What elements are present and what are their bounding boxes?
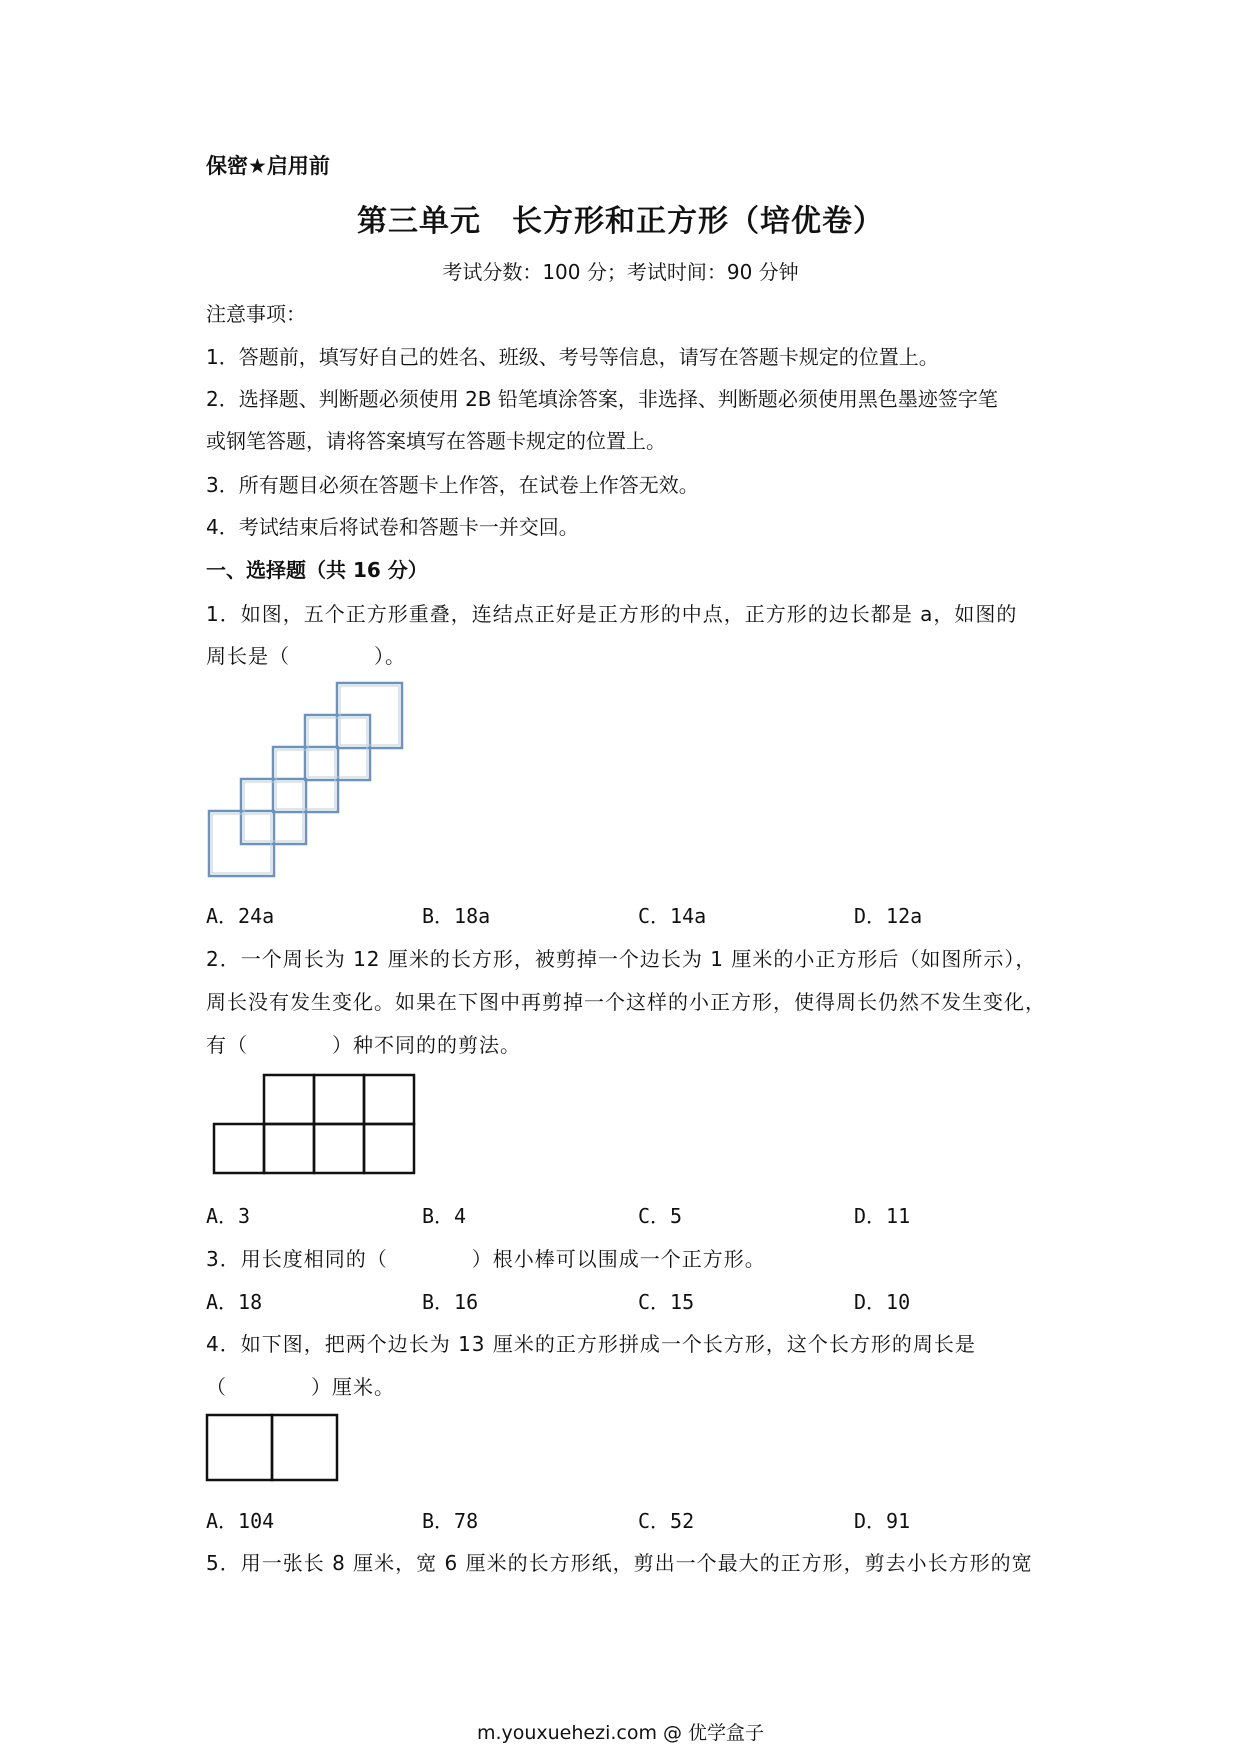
option-d[interactable]: D．11	[854, 1204, 911, 1228]
option-c[interactable]: C．15	[638, 1290, 695, 1314]
grid-cell	[214, 1124, 264, 1173]
option-a[interactable]: A．24a	[206, 904, 275, 928]
option-c[interactable]: C．14a	[638, 904, 707, 928]
grid-cell	[364, 1075, 414, 1124]
notice-item: 3．所有题目必须在答题卡上作答，在试卷上作答无效。	[206, 473, 699, 497]
square-right	[272, 1415, 337, 1480]
page-title: 第三单元 长方形和正方形（培优卷）	[357, 204, 884, 239]
footer-source[interactable]: m.youxuehezi.com @ 优学盒子	[476, 1722, 765, 1744]
overlapping-squares-figure	[205, 673, 405, 883]
section-heading: 一、选择题（共 16 分）	[206, 558, 428, 582]
grid-figure	[210, 1072, 420, 1176]
option-b[interactable]: B．4	[422, 1204, 467, 1228]
two-squares-figure	[204, 1412, 344, 1484]
option-d[interactable]: D．12a	[854, 904, 923, 928]
option-d[interactable]: D．10	[854, 1290, 911, 1314]
question-4-line: （ ）厘米。	[206, 1375, 395, 1399]
grid-cell	[264, 1075, 314, 1124]
question-2-line: 2．一个周长为 12 厘米的长方形，被剪掉一个边长为 1 厘米的小正方形后（如图所示），	[206, 947, 1037, 971]
grid-cell	[364, 1124, 414, 1173]
grid-cell	[314, 1124, 364, 1173]
square-left	[207, 1415, 272, 1480]
notice-item: 2．选择题、判断题必须使用 2B 铅笔填涂答案，非选择、判断题必须使用黑色墨迹签字笔	[206, 387, 998, 411]
question-2-line: 周长没有发生变化。如果在下图中再剪掉一个这样的小正方形，使得周长仍然不发生变化，	[206, 990, 1046, 1014]
option-b[interactable]: B．18a	[422, 904, 491, 928]
option-a[interactable]: A．18	[206, 1290, 263, 1314]
question-1-line: 周长是（ ）。	[206, 644, 406, 668]
option-b[interactable]: B．78	[422, 1509, 479, 1533]
exam-info: 考试分数：100 分；考试时间：90 分钟	[442, 260, 799, 284]
notice-item: 4．考试结束后将试卷和答题卡一并交回。	[206, 515, 579, 539]
option-b[interactable]: B．16	[422, 1290, 479, 1314]
option-c[interactable]: C．5	[638, 1204, 683, 1228]
question-5-line: 5．用一张长 8 厘米，宽 6 厘米的长方形纸，剪出一个最大的正方形，剪去小长方形的宽	[206, 1551, 1033, 1575]
notice-item: 1．答题前，填写好自己的姓名、班级、考号等信息，请写在答题卡规定的位置上。	[206, 345, 939, 369]
notice-item: 或钢笔答题，请将答案填写在答题卡规定的位置上。	[206, 429, 666, 453]
question-1-line: 1．如图，五个正方形重叠，连结点正好是正方形的中点，正方形的边长都是 a，如图的	[206, 602, 1018, 626]
question-3-line: 3．用长度相同的（ ）根小棒可以围成一个正方形。	[206, 1247, 766, 1271]
option-a[interactable]: A．3	[206, 1204, 251, 1228]
question-2-line: 有（ ）种不同的的剪法。	[206, 1033, 521, 1057]
confidential-label: 保密★启用前	[206, 154, 330, 178]
grid-cell	[264, 1124, 314, 1173]
grid-cell	[314, 1075, 364, 1124]
option-a[interactable]: A．104	[206, 1509, 275, 1533]
notice-heading: 注意事项：	[206, 302, 306, 326]
option-d[interactable]: D．91	[854, 1509, 911, 1533]
question-4-line: 4．如下图，把两个边长为 13 厘米的正方形拼成一个长方形，这个长方形的周长是	[206, 1332, 976, 1356]
option-c[interactable]: C．52	[638, 1509, 695, 1533]
